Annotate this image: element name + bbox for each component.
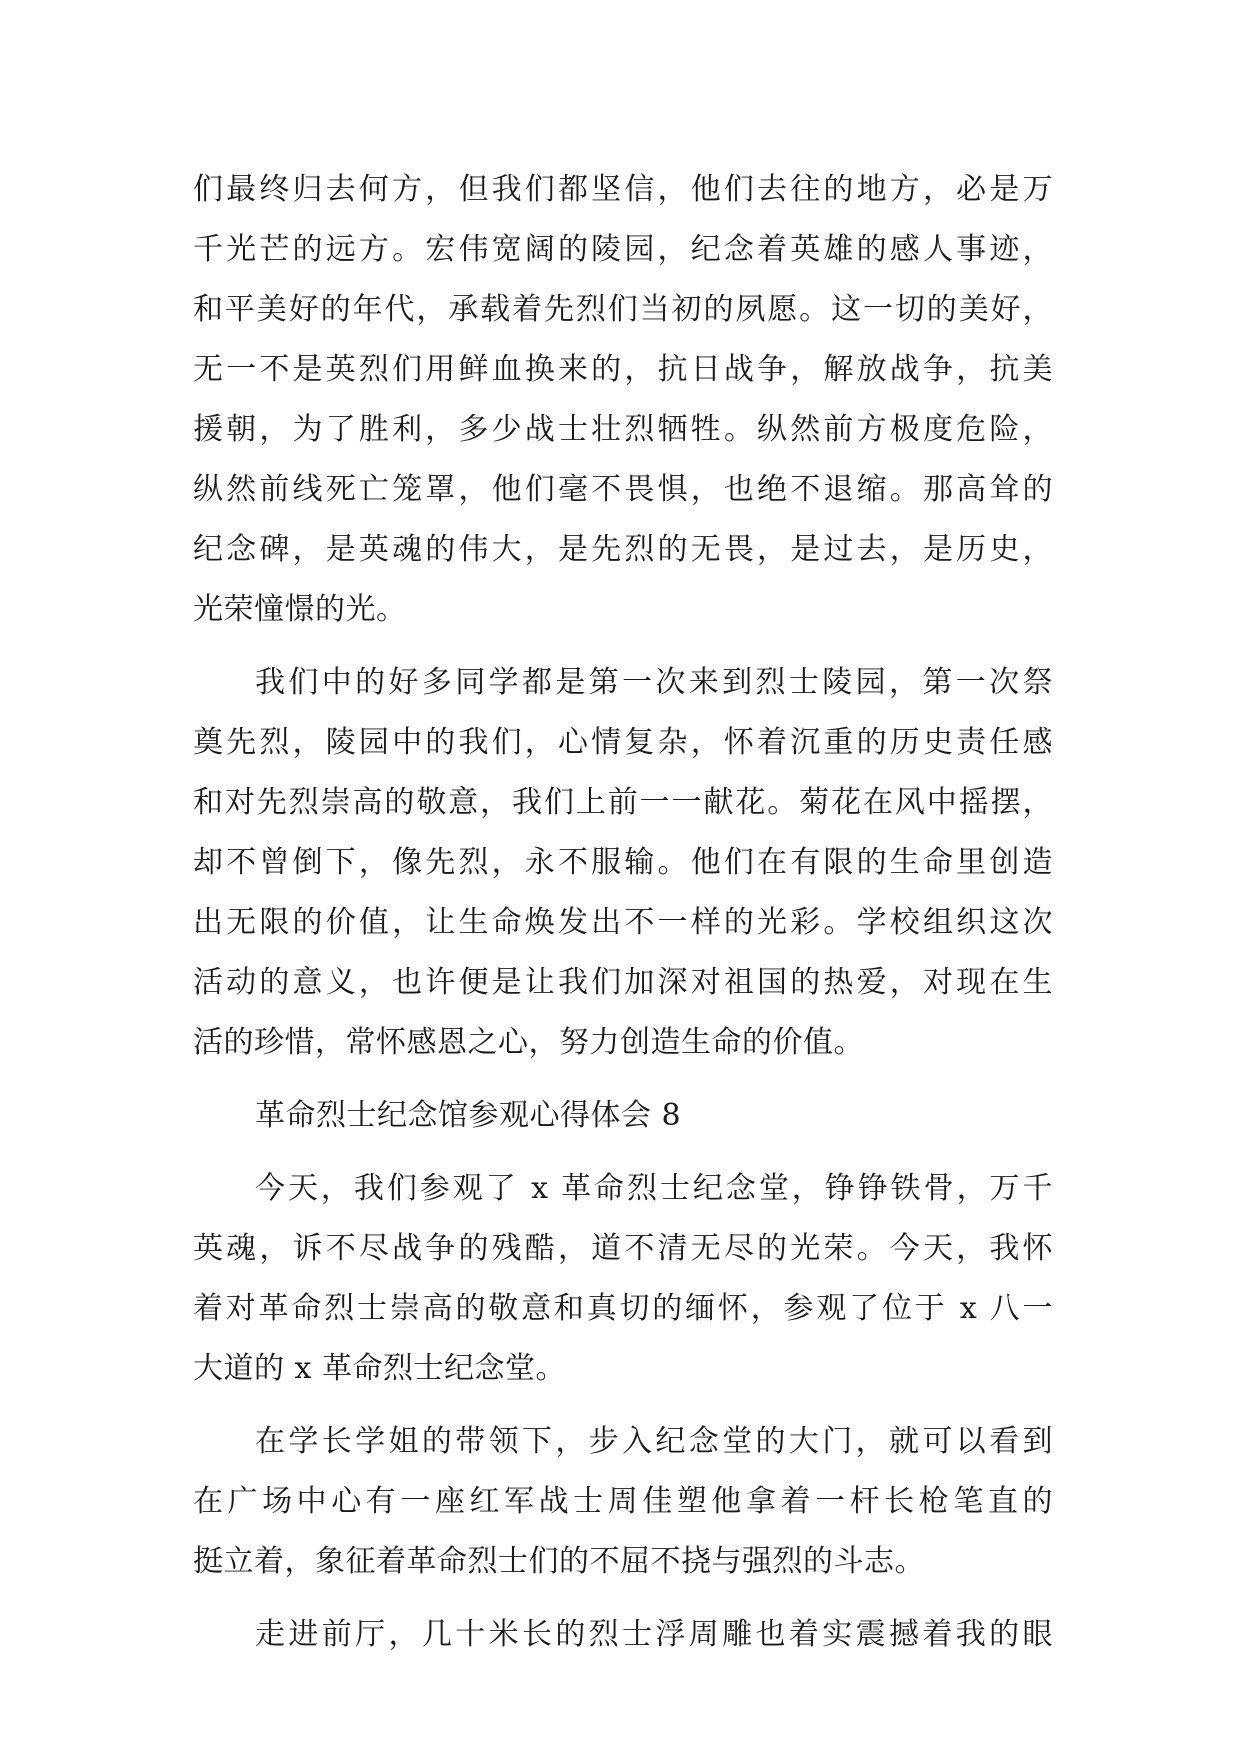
text-line: 和平美好的年代，承载着先烈们当初的夙愿。这一切的美好， [193,292,1053,327]
text-line: 光荣憧憬的光。 [193,592,407,627]
text-line: 挺立着，象征着革命烈士们的不屈不挠与强烈的斗志。 [193,1544,925,1579]
text-line: 千光芒的远方。宏伟宽阔的陵园，纪念着英雄的感人事迹， [193,232,1053,267]
text-line: 无一不是英烈们用鲜血换来的，抗日战争，解放战争，抗美 [193,352,1053,387]
section-heading [193,1086,1053,1146]
text-line: 活的珍惜，常怀感恩之心，努力创造生命的价值。 [193,1025,864,1060]
paragraph [193,1412,1053,1592]
text-line: 援朝，为了胜利，多少战士壮烈牺牲。纵然前方极度危险， [193,412,1053,447]
text-line: 们最终归去何方，但我们都坚信，他们去往的地方，必是万 [193,172,1053,207]
text-line: 大道的 x 革命烈士纪念堂。 [193,1351,566,1386]
text-line: 却不曾倒下，像先烈，永不服输。他们在有限的生命里创造 [193,845,1053,880]
text-line: 着对革命烈士崇高的敬意和真切的缅怀，参观了位于 x 八一 [193,1291,1053,1326]
document-body [193,160,1053,1665]
heading-text: 革命烈士纪念馆参观心得体会 8 [255,1098,682,1133]
text-line: 和对先烈崇高的敬意，我们上前一一献花。菊花在风中摇摆， [193,785,1053,820]
paragraph [193,1605,1053,1665]
text-line: 出无限的价值，让生命焕发出不一样的光彩。学校组织这次 [193,905,1053,940]
text-line: 在广场中心有一座红军战士周佳塑他拿着一杆长枪笔直的 [193,1484,1053,1519]
text-line: 活动的意义，也许便是让我们加深对祖国的热爱，对现在生 [193,965,1053,1000]
text-line: 纪念碑，是英魂的伟大，是先烈的无畏，是过去，是历史， [193,532,1053,567]
text-line: 奠先烈，陵园中的我们，心情复杂，怀着沉重的历史责任感 [193,725,1053,760]
text-line: 今天，我们参观了 x 革命烈士纪念堂，铮铮铁骨，万千 [255,1171,1053,1206]
text-line: 纵然前线死亡笼罩，他们毫不畏惧，也绝不退缩。那高耸的 [193,472,1053,507]
text-line: 走进前厅，几十米长的烈士浮周雕也着实震撼着我的眼 [255,1617,1053,1652]
text-line: 英魂，诉不尽战争的残酷，道不清无尽的光荣。今天，我怀 [193,1231,1053,1266]
paragraph [193,653,1053,1073]
paragraph [193,1159,1053,1399]
paragraph [193,160,1053,640]
text-line: 在学长学姐的带领下，步入纪念堂的大门，就可以看到 [255,1424,1053,1459]
text-line: 我们中的好多同学都是第一次来到烈士陵园，第一次祭 [255,665,1053,700]
